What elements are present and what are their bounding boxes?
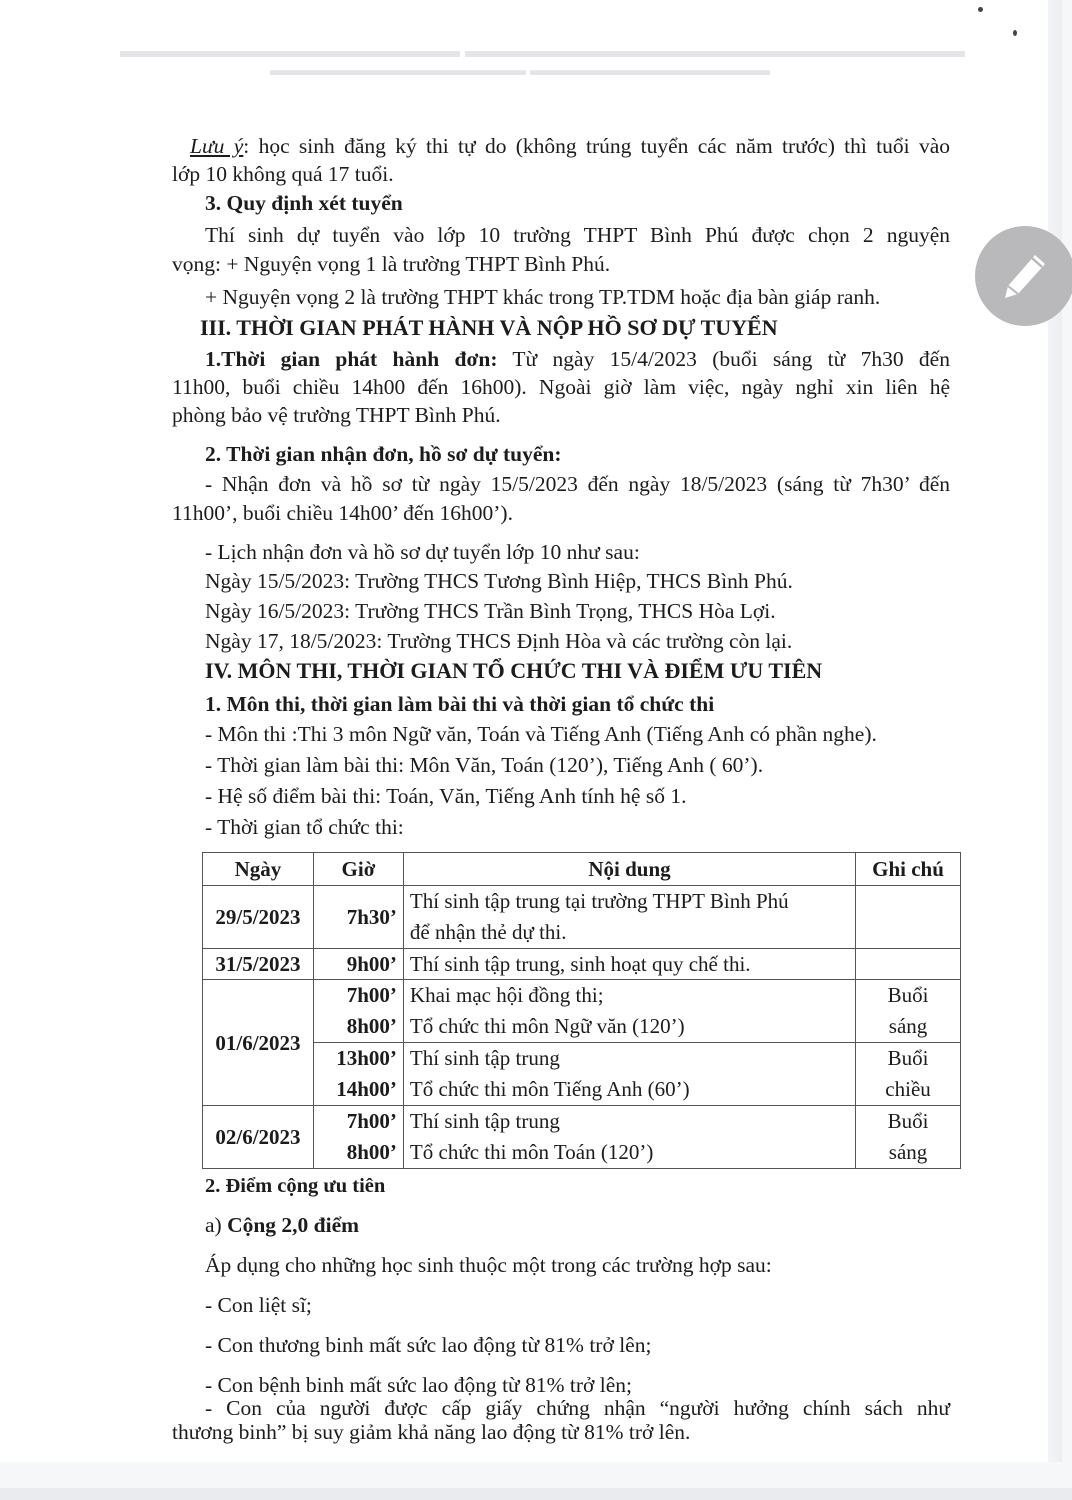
pencil-icon [1002,252,1048,300]
priority-case-last-line2: thương binh” bị suy giảm khả năng lao động từ 81% trở lên. [172,1420,691,1444]
cell-content: Thí sinh tập trung, sinh hoạt quy chế thi. [403,949,855,980]
cell-time: 13h00’ 14h00’ [313,1043,403,1106]
cell-note: Buổi sáng [856,1106,961,1169]
table-header-row [203,853,961,886]
part-IV-item1-line: - Thời gian tổ chức thi: [205,815,404,839]
sub-a-title: a) Cộng 2,0 điểm [205,1213,360,1237]
cell-content: Thí sinh tập trung Tổ chức thi môn Toán (120’) [403,1106,855,1169]
cell-time: 7h00’ 8h00’ [313,1106,403,1169]
priority-case-last-line1: - Con của người được cấp giấy chứng nhận “người hưởng chính sách như [205,1396,950,1420]
part-IV-item2-title: 2. Điểm cộng ưu tiên [205,1175,386,1197]
header-time: Giờ [313,853,403,886]
part-IV-item1-line: - Thời gian làm bài thi: Môn Văn, Toán (120’), Tiếng Anh ( 60’). [205,753,764,777]
part-IV-item1-line: - Môn thi :Thi 3 môn Ngữ văn, Toán và Tiếng Anh (Tiếng Anh có phần nghe). [205,722,877,746]
sub-a-intro: Áp dụng cho những học sinh thuộc một trong các trường hợp sau: [205,1253,772,1277]
bottom-strip [0,1488,1072,1500]
cell-note: Buổi chiều [856,1043,961,1106]
section-3-line-1: Thí sinh dự tuyển vào lớp 10 trường THPT Bình Phú được chọn 2 nguyện [205,223,950,247]
cell-note: Buổi sáng [856,980,961,1043]
part-III-item2-title: 2. Thời gian nhận đơn, hồ sơ dự tuyển: [205,442,562,466]
part-III-title: III. THỜI GIAN PHÁT HÀNH VÀ NỘP HỒ SƠ DỰ TUYỂN [200,315,778,340]
note-label: Lưu ý [190,134,244,158]
part-IV-item1-line: - Hệ số điểm bài thi: Toán, Văn, Tiếng Anh tính hệ số 1. [205,784,687,808]
part-III-item2-line1: - Nhận đơn và hồ sơ từ ngày 15/5/2023 đến ngày 18/5/2023 (sáng từ 7h30’ đến [205,472,950,496]
bleed-through-text: ▬▬▬▬▬▬▬▬▬▬▬▬▬▬▬▬▬ ▬▬▬▬▬▬▬▬▬▬▬▬▬▬▬▬▬▬▬▬▬▬▬▬▬ [120,40,965,62]
schedule-item: Ngày 17, 18/5/2023: Trường THCS Định Hòa và các trường còn lại. [205,629,793,653]
part-IV-item1-title: 1. Môn thi, thời gian làm bài thi và thời gian tổ chức thi [205,692,715,716]
cell-date: 02/6/2023 [203,1106,314,1169]
table-row [203,1043,961,1106]
cell-content: Thí sinh tập trung Tổ chức thi môn Tiếng Anh (60’) [403,1043,855,1106]
note-line-1: Lưu ý: học sinh đăng ký thi tự do (không trúng tuyển các năm trước) thì tuổi vào [190,134,950,158]
schedule-intro: - Lịch nhận đơn và hồ sơ dự tuyển lớp 10 như sau: [205,540,640,564]
priority-case: - Con thương binh mất sức lao động từ 81% trở lên; [205,1333,652,1357]
header-date: Ngày [203,853,314,886]
scan-speck [1013,30,1017,36]
table-row [203,886,961,949]
priority-case: - Con liệt sĩ; [205,1293,312,1317]
cell-date: 29/5/2023 [203,886,314,949]
header-note: Ghi chú [856,853,961,886]
note-line-2: lớp 10 không quá 17 tuổi. [172,162,394,186]
schedule-item: Ngày 15/5/2023: Trường THCS Tương Bình Hiệp, THCS Bình Phú. [205,569,793,593]
part-III-item1-line1: 1.Thời gian phát hành đơn: Từ ngày 15/4/2023 (buổi sáng từ 7h30 đến [205,347,950,371]
part-III-item1-line3: phòng bảo vệ trường THPT Bình Phú. [172,403,501,427]
priority-case: - Con bệnh binh mất sức lao động từ 81% trở lên; [205,1373,632,1397]
part-IV-title: IV. MÔN THI, THỜI GIAN TỔ CHỨC THI VÀ ĐIỂM ƯU TIÊN [205,658,823,683]
cell-content: Thí sinh tập trung tại trường THPT Bình Phú để nhận thẻ dự thi. [403,886,855,949]
section-3-title: 3. Quy định xét tuyển [205,191,403,215]
cell-time: 9h00’ [313,949,403,980]
cell-time: 7h00’ 8h00’ [313,980,403,1043]
part-III-item1-line2: 11h00, buổi chiều 14h00 đến 16h00). Ngoài giờ làm việc, ngày nghỉ xin liên hệ [172,375,950,399]
table-row [203,980,961,1043]
section-3-line-2: vọng: + Nguyện vọng 1 là trường THPT Bình Phú. [172,252,611,276]
part-III-item1-label: 1.Thời gian phát hành đơn: [205,347,498,371]
exam-schedule-table [202,852,961,1169]
section-3-line-3: + Nguyện vọng 2 là trường THPT khác trong TP.TDM hoặc địa bàn giáp ranh. [205,285,881,309]
part-III-item2-line2: 11h00’, buổi chiều 14h00’ đến 16h00’). [172,501,513,525]
cell-date: 31/5/2023 [203,949,314,980]
scan-speck [978,7,983,12]
cell-time: 7h30’ [313,886,403,949]
table-row [203,1106,961,1169]
schedule-item: Ngày 16/5/2023: Trường THCS Trần Bình Trọng, THCS Hòa Lợi. [205,599,776,623]
cell-note [856,886,961,949]
edit-button[interactable] [975,226,1072,326]
cell-date: 01/6/2023 [203,980,314,1106]
cell-note [856,949,961,980]
header-content: Nội dung [403,853,855,886]
page-edge-shadow [1048,0,1062,1462]
cell-content: Khai mạc hội đồng thi; Tổ chức thi môn Ngữ văn (120’) [403,980,855,1043]
bleed-through-text: ▬▬▬▬▬▬▬▬▬▬▬▬▬▬▬▬ ▬▬▬▬▬▬▬▬▬▬▬▬▬▬▬ [270,62,770,79]
table-row [203,949,961,980]
